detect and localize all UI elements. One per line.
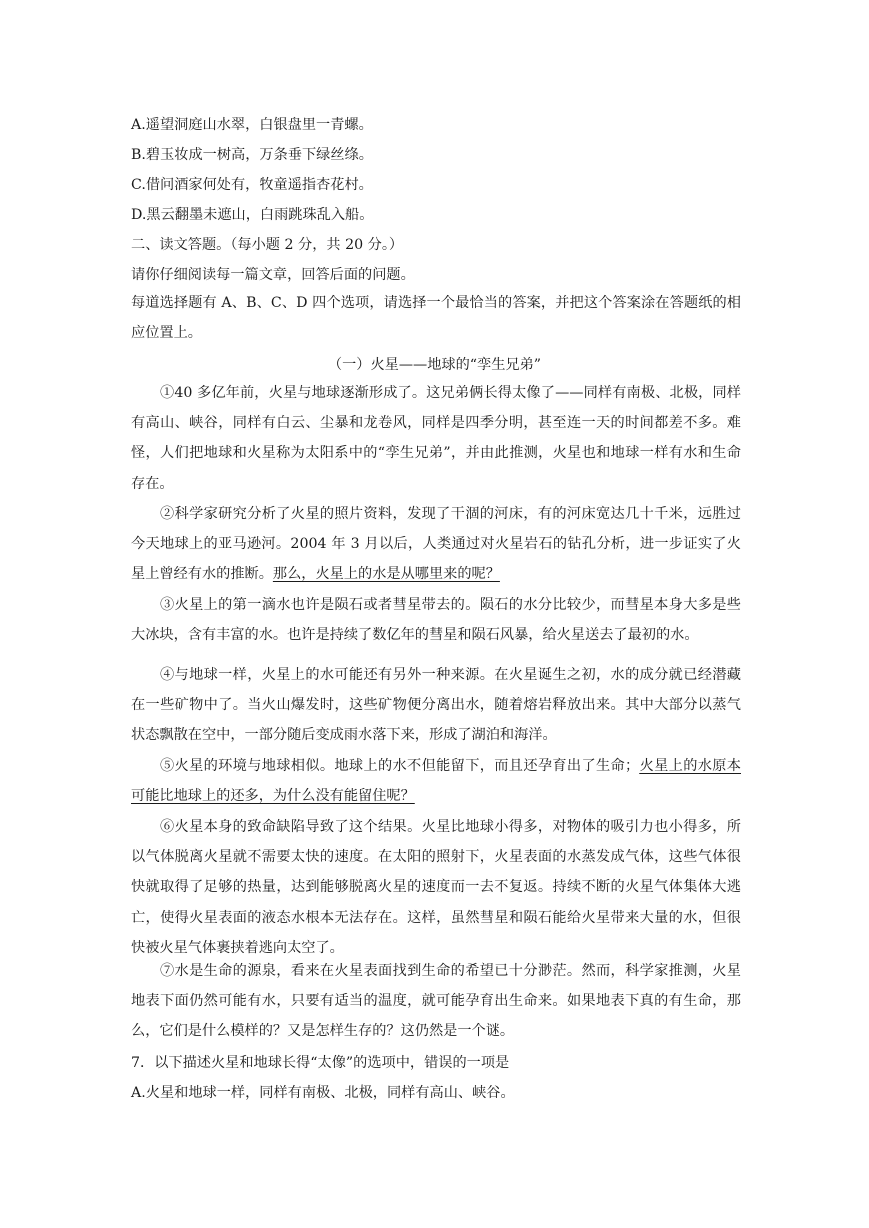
paragraph-5 — [131, 751, 741, 811]
option-b-prev: B.碧玉妆成一树高，万条垂下绿丝绦。 — [131, 147, 373, 163]
paragraph-5-underlined-question: 火星上的水原本可能比地球上的还多，为什么没有能留住呢？ — [131, 758, 741, 805]
paragraph-7: ⑦水是生命的源泉，看来在火星表面找到生命的希望已十分渺茫。然而，科学家推测，火星地表下面仍然可能有水，只要有适当的温度，就可能孕育出生命来。如果地表下真的有生命，那么，它们是什么模样的？又是怎样生存的？这仍然是一个谜。 — [131, 963, 741, 1040]
instruction-read: 请你仔细阅读每一篇文章，回答后面的问题。 — [131, 267, 415, 283]
paragraph-1: ①40 多亿年前，火星与地球逐渐形成了。这兄弟俩长得太像了——同样有南极、北极，同样有高山、峡谷，同样有白云、尘暴和龙卷风，同样是四季分明，甚至连一天的时间都差不多。难怪，人们把地球和火星称为太阳系中的“孪生兄弟”，并由此推测，火星也和地球一样有水和生命存在。 — [131, 385, 741, 492]
question-7-option-a: A.火星和地球一样，同样有南极、北极，同样有高山、峡谷。 — [131, 1085, 515, 1101]
paragraph-2-underlined-question: 那么，火星上的水是从哪里来的呢？ — [272, 566, 500, 583]
paragraph-3: ③火星上的第一滴水也许是陨石或者彗星带去的。陨石的水分比较少，而彗星本身大多是些大冰块，含有丰富的水。也许是持续了数亿年的彗星和陨石风暴，给火星送去了最初的水。 — [131, 597, 741, 644]
instruction-choice: 每道选择题有 A、B、C、D 四个选项，请选择一个最恰当的答案，并把这个答案涂在答题纸的相应位置上。 — [131, 295, 741, 342]
section-heading: 二、读文答题。（每小题 2 分，共 20 分。） — [131, 237, 404, 253]
option-d-prev: D.黑云翻墨未遮山，白雨跳珠乱入船。 — [131, 207, 374, 223]
paragraph-4: ④与地球一样，火星上的水可能还有另外一种来源。在火星诞生之初，水的成分就已经潜藏在一些矿物中了。当火山爆发时，这些矿物便分离出水，随着熔岩释放出来。其中大部分以蒸气状态飘散在空中，一部分随后变成雨水落下来，形成了湖泊和海洋。 — [131, 667, 741, 744]
paragraph-6: ⑥火星本身的致命缺陷导致了这个结果。火星比地球小得多，对物体的吸引力也小得多，所以气体脱离火星就不需要太快的速度。在太阳的照射下，火星表面的水蒸发成气体，这些气体很快就取得了足够的热量，达到能够脱离火星的速度而一去不复返。持续不断的火星气体集体大逃亡，使得火星表面的液态水根本无法存在。这样，虽然彗星和陨石能给火星带来大量的水，但很快被火星气体裹挟着逃向太空了。 — [131, 819, 741, 956]
paragraph-2-text: ②科学家研究分析了火星的照片资料，发现了干涸的河床，有的河床宽达几十千米，远胜过今天地球上的亚马逊河。2004 年 3 月以后，人类通过对火星岩石的钻孔分析，进一步证实了火星上曾经有水的推断。 — [131, 506, 741, 583]
paragraph-2 — [131, 499, 741, 590]
question-7: 7．以下描述火星和地球长得“太像”的选项中，错误的一项是 — [131, 1055, 510, 1071]
option-c-prev: C.借问酒家何处有，牧童遥指杏花村。 — [131, 177, 373, 193]
paragraph-5-text: ⑤火星的环境与地球相似。地球上的水不但能留下，而且还孕育出了生命； — [160, 758, 640, 774]
article-title: （一）火星——地球的“孪生兄弟” — [327, 357, 542, 373]
option-a-prev: A.遥望洞庭山水翠，白银盘里一青螺。 — [131, 117, 373, 133]
